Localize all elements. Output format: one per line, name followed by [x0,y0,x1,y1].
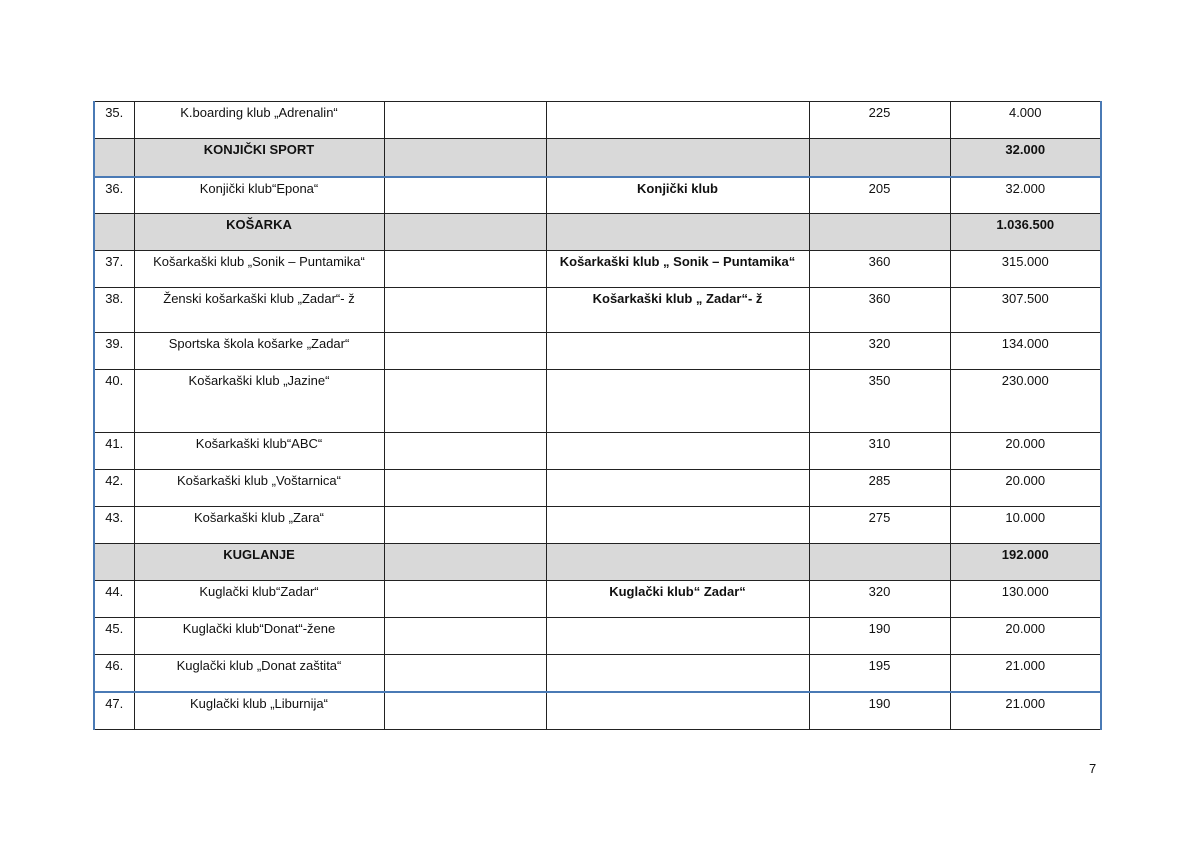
col3-cell [384,470,546,507]
club-name: Sportska škola košarke „Zadar“ [134,333,384,370]
recipient-cell [546,655,809,692]
clubs-table [93,101,1102,730]
recipient-cell: Košarkaški klub „ Zadar“- ž [546,288,809,333]
section-row [94,214,1101,251]
points-cell [809,139,950,177]
points-cell: 320 [809,333,950,370]
table-row [94,655,1101,692]
col3-cell [384,251,546,288]
club-name: Kuglački klub“Zadar“ [134,581,384,618]
recipient-cell: Konjički klub [546,177,809,214]
section-total: 192.000 [950,544,1101,581]
amount-cell: 20.000 [950,470,1101,507]
table-row [94,470,1101,507]
row-number [94,544,134,581]
club-name: Košarkaški klub „Sonik – Puntamika“ [134,251,384,288]
recipient-cell [546,507,809,544]
table-row [94,433,1101,470]
col3-cell [384,288,546,333]
recipient-cell [546,370,809,433]
amount-cell: 20.000 [950,433,1101,470]
table-row [94,618,1101,655]
row-number: 36. [94,177,134,214]
col3-cell [384,333,546,370]
table-row [94,177,1101,214]
points-cell: 205 [809,177,950,214]
table-row [94,507,1101,544]
recipient-cell [546,544,809,581]
amount-cell: 315.000 [950,251,1101,288]
recipient-cell [546,618,809,655]
table-row [94,288,1101,333]
club-name: Kuglački klub“Donat“-žene [134,618,384,655]
recipient-cell [546,139,809,177]
row-number: 37. [94,251,134,288]
table-row [94,102,1101,139]
row-number: 45. [94,618,134,655]
section-title: KOŠARKA [134,214,384,251]
recipient-cell [546,333,809,370]
col3-cell [384,692,546,730]
amount-cell: 4.000 [950,102,1101,139]
club-name: Kuglački klub „Donat zaštita“ [134,655,384,692]
section-total: 1.036.500 [950,214,1101,251]
col3-cell [384,507,546,544]
table-row [94,370,1101,433]
amount-cell: 307.500 [950,288,1101,333]
club-name: Košarkaški klub „Jazine“ [134,370,384,433]
page-number: 7 [1089,761,1097,776]
row-number: 41. [94,433,134,470]
col3-cell [384,655,546,692]
col3-cell [384,177,546,214]
amount-cell: 21.000 [950,692,1101,730]
section-row [94,544,1101,581]
points-cell: 195 [809,655,950,692]
table-row [94,692,1101,730]
table-row [94,333,1101,370]
section-row [94,139,1101,177]
amount-cell: 130.000 [950,581,1101,618]
points-cell: 360 [809,251,950,288]
recipient-cell [546,214,809,251]
recipient-cell: Košarkaški klub „ Sonik – Puntamika“ [546,251,809,288]
col3-cell [384,214,546,251]
row-number: 42. [94,470,134,507]
row-number [94,214,134,251]
club-name: Košarkaški klub „Voštarnica“ [134,470,384,507]
row-number: 38. [94,288,134,333]
recipient-cell [546,692,809,730]
col3-cell [384,618,546,655]
recipient-cell [546,433,809,470]
points-cell: 285 [809,470,950,507]
row-number: 47. [94,692,134,730]
amount-cell: 21.000 [950,655,1101,692]
club-name: Košarkaški klub „Zara“ [134,507,384,544]
points-cell: 310 [809,433,950,470]
col3-cell [384,370,546,433]
col3-cell [384,433,546,470]
club-name: Konjički klub“Epona“ [134,177,384,214]
amount-cell: 230.000 [950,370,1101,433]
recipient-cell [546,102,809,139]
row-number: 40. [94,370,134,433]
row-number: 39. [94,333,134,370]
recipient-cell [546,470,809,507]
table-row [94,251,1101,288]
points-cell [809,214,950,251]
recipient-cell: Kuglački klub“ Zadar“ [546,581,809,618]
club-name: Ženski košarkaški klub „Zadar“- ž [134,288,384,333]
col3-cell [384,581,546,618]
amount-cell: 32.000 [950,177,1101,214]
row-number: 43. [94,507,134,544]
row-number: 44. [94,581,134,618]
club-name: K.boarding klub „Adrenalin“ [134,102,384,139]
club-name: Košarkaški klub“ABC“ [134,433,384,470]
col3-cell [384,102,546,139]
section-total: 32.000 [950,139,1101,177]
section-title: KONJIČKI SPORT [134,139,384,177]
points-cell: 360 [809,288,950,333]
points-cell: 275 [809,507,950,544]
table-row [94,581,1101,618]
amount-cell: 134.000 [950,333,1101,370]
amount-cell: 20.000 [950,618,1101,655]
row-number [94,139,134,177]
points-cell [809,544,950,581]
points-cell: 225 [809,102,950,139]
points-cell: 190 [809,618,950,655]
points-cell: 190 [809,692,950,730]
col3-cell [384,544,546,581]
points-cell: 320 [809,581,950,618]
amount-cell: 10.000 [950,507,1101,544]
col3-cell [384,139,546,177]
section-title: KUGLANJE [134,544,384,581]
points-cell: 350 [809,370,950,433]
row-number: 35. [94,102,134,139]
row-number: 46. [94,655,134,692]
club-name: Kuglački klub „Liburnija“ [134,692,384,730]
